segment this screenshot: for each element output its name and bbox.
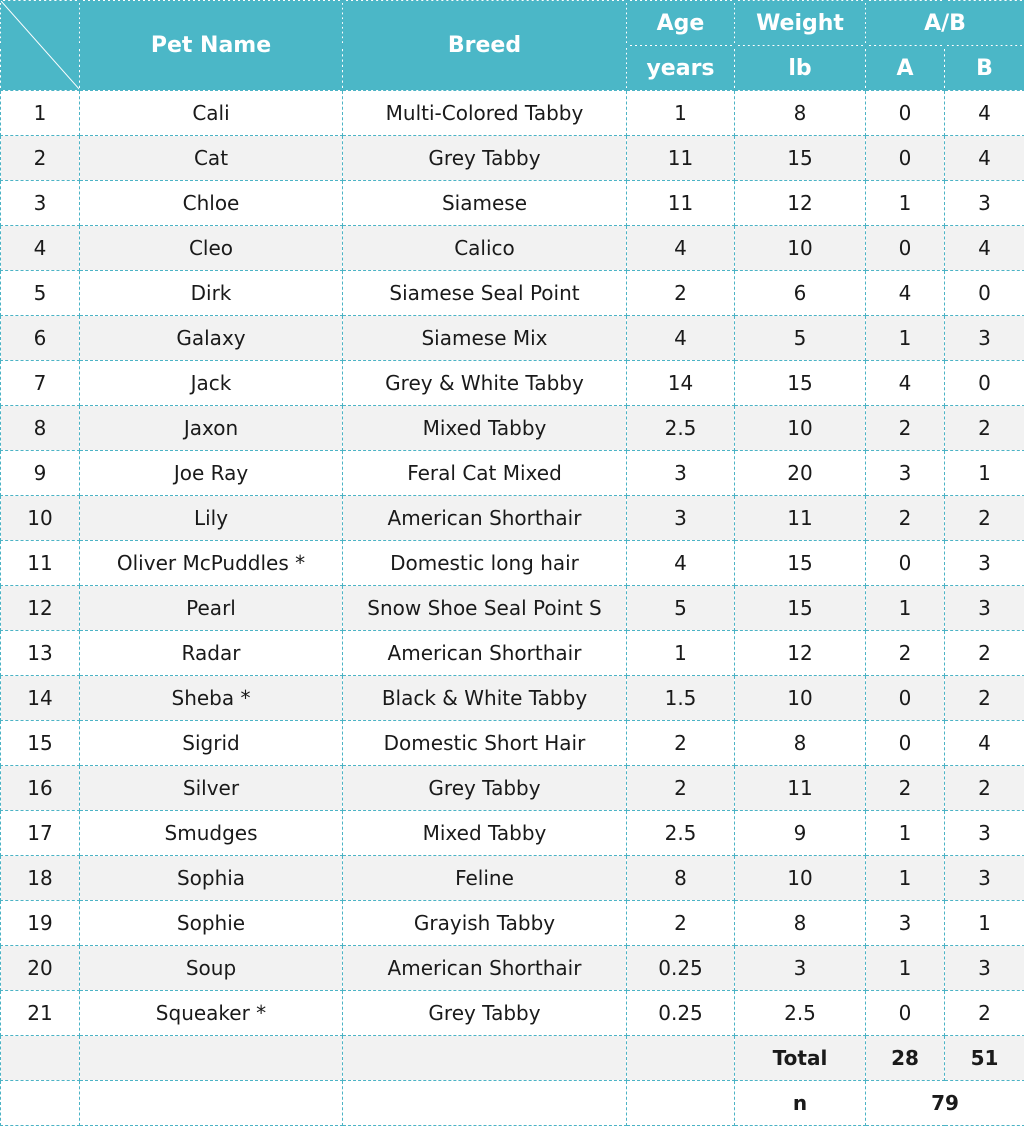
header-pet-name: Pet Name <box>80 1 343 91</box>
cell-breed: Calico <box>343 226 627 271</box>
table-row <box>1 136 1024 181</box>
cell-weight: 10 <box>735 856 866 901</box>
cell-a: 2 <box>866 406 945 451</box>
table-body <box>1 91 1024 1036</box>
cell-age: 2 <box>627 766 735 811</box>
cell-breed: Siamese Mix <box>343 316 627 361</box>
cell-b: 2 <box>945 406 1024 451</box>
cell-row-number: 16 <box>1 766 80 811</box>
cell-age: 1 <box>627 91 735 136</box>
cell-a: 2 <box>866 631 945 676</box>
cell-pet-name: Dirk <box>80 271 343 316</box>
cell-age: 14 <box>627 361 735 406</box>
cell-a: 1 <box>866 316 945 361</box>
cell-weight: 12 <box>735 181 866 226</box>
cell-a: 1 <box>866 181 945 226</box>
cell-pet-name: Galaxy <box>80 316 343 361</box>
cell-a: 3 <box>866 901 945 946</box>
header-age-unit: years <box>627 46 735 91</box>
cell-a: 4 <box>866 271 945 316</box>
cell-weight: 3 <box>735 946 866 991</box>
cell-breed: Snow Shoe Seal Point S <box>343 586 627 631</box>
table-row <box>1 91 1024 136</box>
cell-breed: Black & White Tabby <box>343 676 627 721</box>
header-b: B <box>945 46 1024 91</box>
cell-age: 4 <box>627 316 735 361</box>
cell-pet-name: Sigrid <box>80 721 343 766</box>
cell-b: 3 <box>945 946 1024 991</box>
cell-weight: 15 <box>735 136 866 181</box>
cell-age: 4 <box>627 541 735 586</box>
cell-row-number: 18 <box>1 856 80 901</box>
header-weight-unit: lb <box>735 46 866 91</box>
cell-a: 0 <box>866 541 945 586</box>
cell-row-number: 21 <box>1 991 80 1036</box>
cell-row-number: 19 <box>1 901 80 946</box>
cell-row-number: 9 <box>1 451 80 496</box>
cell-a: 0 <box>866 226 945 271</box>
empty-cell <box>343 1081 627 1126</box>
cell-row-number: 17 <box>1 811 80 856</box>
cell-weight: 8 <box>735 91 866 136</box>
total-row <box>1 1036 1024 1081</box>
cell-a: 1 <box>866 811 945 856</box>
table-row <box>1 586 1024 631</box>
n-row <box>1 1081 1024 1126</box>
cell-row-number: 1 <box>1 91 80 136</box>
cell-breed: Grey Tabby <box>343 991 627 1036</box>
corner-cell <box>1 1 80 91</box>
table-row <box>1 316 1024 361</box>
cell-pet-name: Joe Ray <box>80 451 343 496</box>
cell-a: 0 <box>866 991 945 1036</box>
cell-age: 11 <box>627 136 735 181</box>
cell-weight: 20 <box>735 451 866 496</box>
cell-breed: Grayish Tabby <box>343 901 627 946</box>
cell-pet-name: Cat <box>80 136 343 181</box>
table-row <box>1 451 1024 496</box>
cell-row-number: 14 <box>1 676 80 721</box>
cell-b: 4 <box>945 721 1024 766</box>
cell-breed: Domestic long hair <box>343 541 627 586</box>
cell-age: 11 <box>627 181 735 226</box>
cell-a: 0 <box>866 676 945 721</box>
cell-age: 5 <box>627 586 735 631</box>
cell-row-number: 12 <box>1 586 80 631</box>
cell-age: 8 <box>627 856 735 901</box>
cell-b: 3 <box>945 316 1024 361</box>
table-row <box>1 361 1024 406</box>
table-row <box>1 946 1024 991</box>
empty-cell <box>1 1036 80 1081</box>
table-row <box>1 991 1024 1036</box>
cell-weight: 2.5 <box>735 991 866 1036</box>
cell-row-number: 15 <box>1 721 80 766</box>
cell-row-number: 10 <box>1 496 80 541</box>
cell-breed: Grey Tabby <box>343 766 627 811</box>
cell-weight: 11 <box>735 766 866 811</box>
cell-breed: Grey & White Tabby <box>343 361 627 406</box>
header-weight: Weight <box>735 1 866 46</box>
table-footer <box>1 1036 1024 1126</box>
cell-breed: American Shorthair <box>343 631 627 676</box>
cell-breed: Feral Cat Mixed <box>343 451 627 496</box>
empty-cell <box>627 1036 735 1081</box>
table-row <box>1 496 1024 541</box>
cell-b: 3 <box>945 541 1024 586</box>
cell-row-number: 8 <box>1 406 80 451</box>
cell-age: 0.25 <box>627 946 735 991</box>
header-a: A <box>866 46 945 91</box>
table-row <box>1 181 1024 226</box>
cell-breed: Feline <box>343 856 627 901</box>
cell-breed: Domestic Short Hair <box>343 721 627 766</box>
n-label: n <box>735 1081 866 1126</box>
cell-breed: Siamese <box>343 181 627 226</box>
cell-a: 1 <box>866 946 945 991</box>
cell-age: 0.25 <box>627 991 735 1036</box>
cell-a: 0 <box>866 721 945 766</box>
cell-row-number: 7 <box>1 361 80 406</box>
table-row <box>1 541 1024 586</box>
cell-age: 1 <box>627 631 735 676</box>
total-label: Total <box>735 1036 866 1081</box>
cell-b: 0 <box>945 361 1024 406</box>
cell-age: 2 <box>627 721 735 766</box>
cell-b: 1 <box>945 901 1024 946</box>
cell-pet-name: Cali <box>80 91 343 136</box>
cell-pet-name: Soup <box>80 946 343 991</box>
cell-pet-name: Sheba * <box>80 676 343 721</box>
cell-a: 0 <box>866 136 945 181</box>
cell-row-number: 11 <box>1 541 80 586</box>
cell-pet-name: Cleo <box>80 226 343 271</box>
cell-weight: 9 <box>735 811 866 856</box>
cell-pet-name: Radar <box>80 631 343 676</box>
cell-b: 3 <box>945 586 1024 631</box>
header-ab: A/B <box>866 1 1024 46</box>
cell-pet-name: Lily <box>80 496 343 541</box>
table-row <box>1 226 1024 271</box>
total-a: 28 <box>866 1036 945 1081</box>
table-row <box>1 856 1024 901</box>
table-header <box>1 1 1024 91</box>
cell-pet-name: Silver <box>80 766 343 811</box>
cell-pet-name: Sophie <box>80 901 343 946</box>
table-row <box>1 406 1024 451</box>
table-row <box>1 721 1024 766</box>
cell-row-number: 20 <box>1 946 80 991</box>
cell-pet-name: Oliver McPuddles * <box>80 541 343 586</box>
cell-weight: 12 <box>735 631 866 676</box>
cell-row-number: 6 <box>1 316 80 361</box>
cell-pet-name: Chloe <box>80 181 343 226</box>
cell-age: 2 <box>627 271 735 316</box>
cell-a: 1 <box>866 856 945 901</box>
n-value: 79 <box>866 1081 1024 1126</box>
table-row <box>1 766 1024 811</box>
empty-cell <box>343 1036 627 1081</box>
cell-pet-name: Jaxon <box>80 406 343 451</box>
empty-cell <box>80 1081 343 1126</box>
header-age: Age <box>627 1 735 46</box>
cell-b: 3 <box>945 181 1024 226</box>
cell-weight: 5 <box>735 316 866 361</box>
cell-pet-name: Jack <box>80 361 343 406</box>
cell-age: 2.5 <box>627 811 735 856</box>
table-row <box>1 901 1024 946</box>
cell-row-number: 3 <box>1 181 80 226</box>
cell-weight: 8 <box>735 721 866 766</box>
cell-b: 4 <box>945 91 1024 136</box>
cell-pet-name: Sophia <box>80 856 343 901</box>
cell-a: 2 <box>866 496 945 541</box>
cell-breed: American Shorthair <box>343 496 627 541</box>
cell-age: 2 <box>627 901 735 946</box>
empty-cell <box>80 1036 343 1081</box>
cell-weight: 15 <box>735 541 866 586</box>
diagonal-line-icon <box>1 1 80 90</box>
empty-cell <box>1 1081 80 1126</box>
cell-a: 4 <box>866 361 945 406</box>
cell-weight: 15 <box>735 361 866 406</box>
cell-b: 1 <box>945 451 1024 496</box>
cell-weight: 10 <box>735 676 866 721</box>
header-breed: Breed <box>343 1 627 91</box>
cell-row-number: 13 <box>1 631 80 676</box>
cell-b: 2 <box>945 991 1024 1036</box>
cell-b: 3 <box>945 856 1024 901</box>
cell-pet-name: Smudges <box>80 811 343 856</box>
cell-weight: 6 <box>735 271 866 316</box>
cell-row-number: 5 <box>1 271 80 316</box>
table-row <box>1 811 1024 856</box>
cell-a: 0 <box>866 91 945 136</box>
cell-weight: 8 <box>735 901 866 946</box>
cell-row-number: 2 <box>1 136 80 181</box>
cell-age: 3 <box>627 451 735 496</box>
cell-b: 4 <box>945 136 1024 181</box>
cell-b: 2 <box>945 766 1024 811</box>
cell-breed: Multi-Colored Tabby <box>343 91 627 136</box>
cell-pet-name: Pearl <box>80 586 343 631</box>
cell-row-number: 4 <box>1 226 80 271</box>
cell-pet-name: Squeaker * <box>80 991 343 1036</box>
cell-b: 2 <box>945 676 1024 721</box>
cell-b: 2 <box>945 496 1024 541</box>
cell-b: 2 <box>945 631 1024 676</box>
cell-age: 4 <box>627 226 735 271</box>
cell-a: 3 <box>866 451 945 496</box>
cell-breed: Mixed Tabby <box>343 811 627 856</box>
cell-b: 3 <box>945 811 1024 856</box>
cell-breed: Siamese Seal Point <box>343 271 627 316</box>
cell-weight: 15 <box>735 586 866 631</box>
table-row <box>1 676 1024 721</box>
cell-a: 2 <box>866 766 945 811</box>
cell-age: 1.5 <box>627 676 735 721</box>
empty-cell <box>627 1081 735 1126</box>
cell-age: 2.5 <box>627 406 735 451</box>
cell-weight: 10 <box>735 226 866 271</box>
cell-breed: Mixed Tabby <box>343 406 627 451</box>
cell-breed: American Shorthair <box>343 946 627 991</box>
cell-a: 1 <box>866 586 945 631</box>
cell-b: 4 <box>945 226 1024 271</box>
cell-age: 3 <box>627 496 735 541</box>
cell-breed: Grey Tabby <box>343 136 627 181</box>
total-b: 51 <box>945 1036 1024 1081</box>
table-row <box>1 271 1024 316</box>
table-row <box>1 631 1024 676</box>
cell-b: 0 <box>945 271 1024 316</box>
cell-weight: 10 <box>735 406 866 451</box>
cell-weight: 11 <box>735 496 866 541</box>
